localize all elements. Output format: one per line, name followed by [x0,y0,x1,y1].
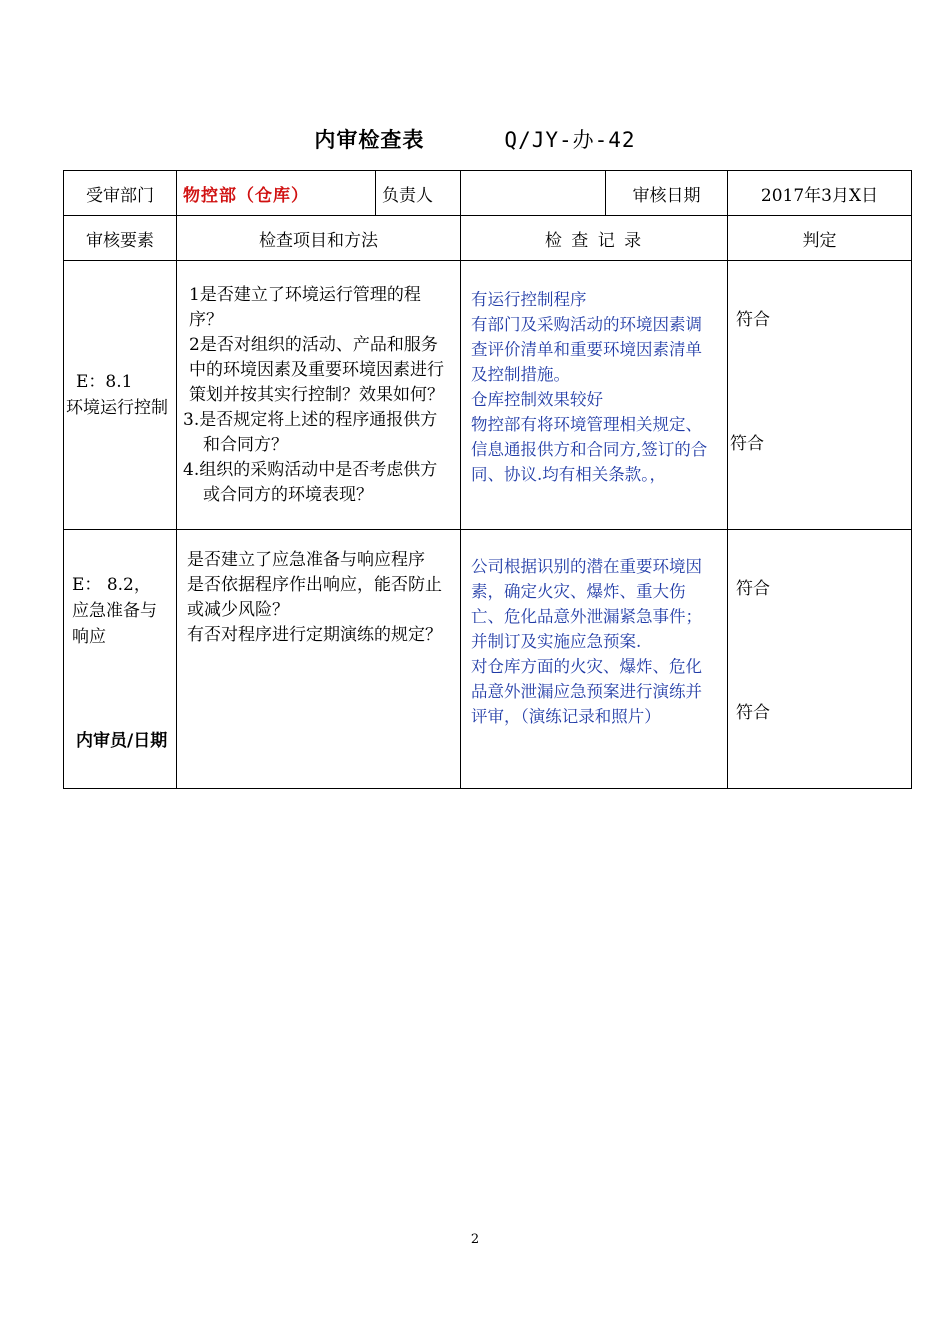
items-cell [177,261,461,530]
element-cell [64,261,177,530]
records-cell [461,261,728,530]
item: 1是否建立了环境运行管理的程序？ [189,285,421,330]
page-number: 2 [470,1232,480,1247]
element-name: 环境运行控制 [66,398,168,418]
item: 2是否对组织的活动、产品和服务中的环境因素及重要环境因素进行策划并按其实行控制？效果如何？ [189,335,444,405]
element-code: E： 8.2， [72,575,151,595]
date-label: 审核日期 [606,171,728,216]
judgement: 符合 [736,579,770,599]
document-title [0,124,950,154]
judgement: 符合 [736,310,770,330]
date-value: 2017年3月X日 [728,171,912,216]
record: 仓库控制效果较好 [471,390,603,409]
table-row [64,261,912,530]
col-items: 检查项目和方法 [177,216,461,261]
header-row [64,171,912,216]
col-records: 检 查 记 录 [461,216,728,261]
title-text: 内审检查表 [314,128,425,152]
judgement: 符合 [736,703,770,723]
item: 3.是否规定将上述的程序通报供方和合同方？ [183,410,438,455]
record: 有部门及采购活动的环境因素调查评价清单和重要环境因素清单及控制措施。 [471,315,702,384]
record: 对仓库方面的火灾、爆炸、危化品意外泄漏应急预案进行演练并评审，（演练记录和照片） [471,657,702,726]
judgement-cell [728,261,912,530]
element-name: 应急准备与响应 [72,601,157,647]
col-judgement: 判定 [728,216,912,261]
owner-value [461,171,606,216]
audit-checklist-table [63,170,912,789]
item: 4.组织的采购活动中是否考虑供方或合同方的环境表现？ [183,460,438,505]
item: 有否对程序进行定期演练的规定？ [187,625,442,645]
record: 公司根据识别的潜在重要环境因素，确定火灾、爆炸、重大伤亡、危化品意外泄漏紧急事件；并制订及实施应急预案. [471,557,702,651]
inspector-date-label: 内审员/日期 [76,731,168,751]
owner-label: 负责人 [376,171,461,216]
items-cell [177,530,461,789]
record: 有运行控制程序 [471,290,587,309]
records-cell [461,530,728,789]
column-header-row [64,216,912,261]
record: 物控部有将环境管理相关规定、信息通报供方和合同方,签订的合同、协议.均有相关条款。， [471,415,708,484]
item: 是否依据程序作出响应，能否防止或减少风险？ [187,575,442,620]
element-code: E：8.1 [76,372,133,392]
judgement: 符合 [730,434,764,454]
col-element: 审核要素 [64,216,177,261]
dept-value: 物控部（仓库） [177,171,376,216]
doc-code: Q/JY-办-42 [504,128,636,152]
item: 是否建立了应急准备与响应程序 [187,550,425,570]
table-row [64,530,912,789]
dept-label: 受审部门 [64,171,177,216]
judgement-cell [728,530,912,789]
